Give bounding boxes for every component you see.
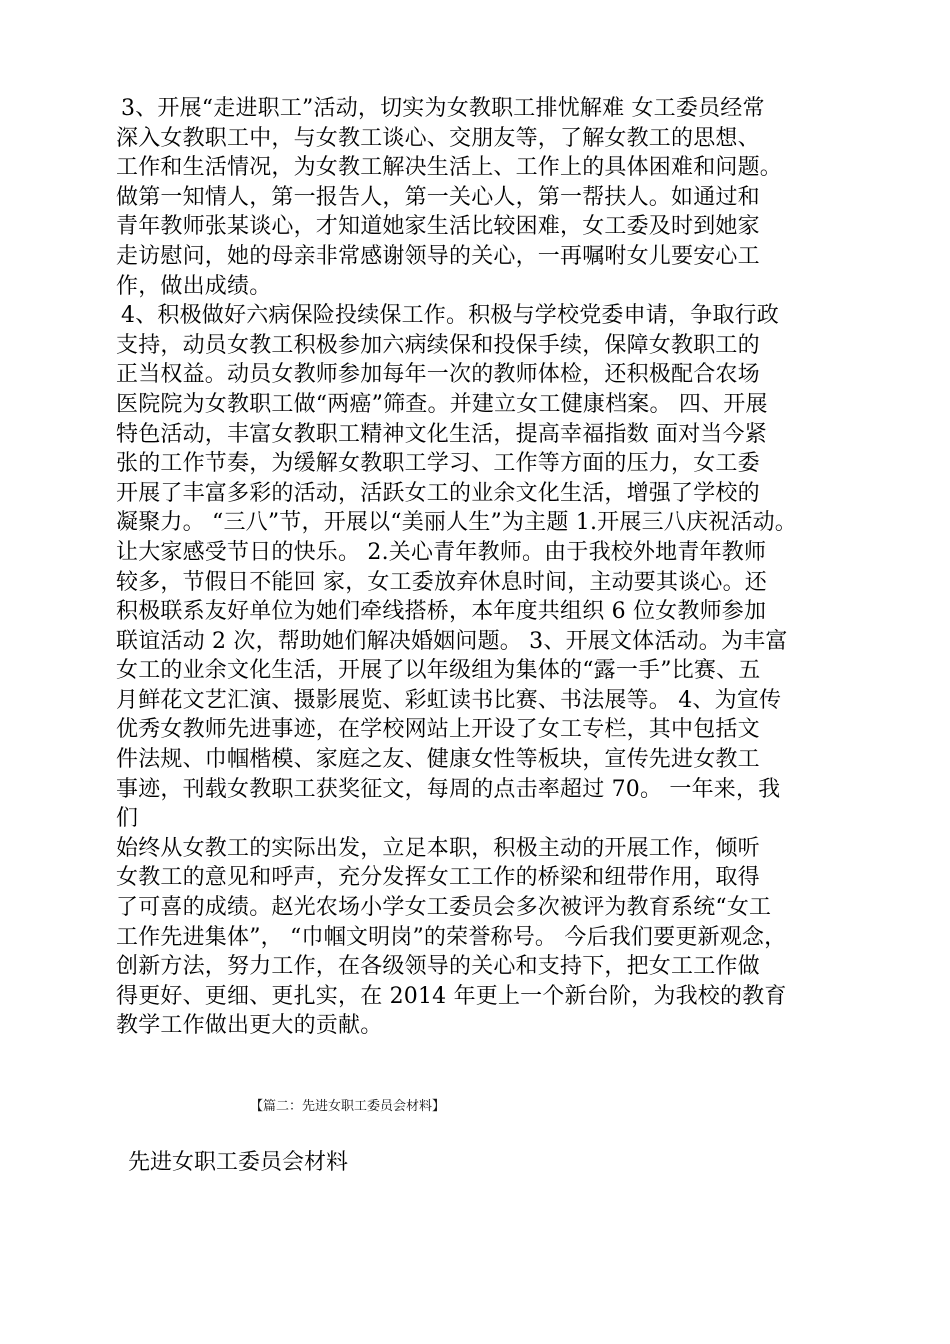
text-line: 4、积极做好六病保险投续保工作。积极与学校党委申请，争取行政	[121, 303, 779, 329]
text-line: 女工的业余文化生活，开展了以年级组为集体的“露一手”比赛、五	[116, 658, 761, 684]
text-line: 月鲜花文艺汇演、摄影展览、彩虹读书比赛、书法展等。 4、为宣传	[116, 687, 782, 713]
text-line: 联谊活动 2 次，帮助她们解决婚姻问题。 3、开展文体活动。为丰富	[116, 628, 788, 654]
text-line: 得更好、更细、更扎实，在 2014 年更上一个新台阶，为我校的教育	[116, 983, 787, 1009]
text-line: 优秀女教师先进事迹，在学校网站上开设了女工专栏，其中包括文	[116, 717, 760, 743]
text-line: 走访慰问，她的母亲非常感谢领导的关心，一再嘱咐女儿要安心工	[116, 243, 760, 269]
text-line: 积极联系友好单位为她们牵线搭桥，本年度共组织 6 位女教师参加	[116, 599, 767, 625]
text-line: 作，做出成绩。	[116, 273, 272, 299]
text-line: 工作和生活情况，为女教工解决生活上、工作上的具体困难和问题。	[116, 155, 783, 181]
text-line: 3、开展“走进职工”活动，切实为女教职工排忧解难 女工委员经常	[121, 96, 765, 121]
text-line: 支持，动员女教工积极参加六病续保和投保手续，保障女教职工的	[116, 332, 760, 358]
text-line: 较多，节假日不能回 家，女工委放弃休息时间，主动要其谈心。还	[116, 569, 767, 595]
text-line: 创新方法，努力工作，在各级领导的关心和支持下，把女工工作做	[116, 954, 760, 980]
text-line: 开展了丰富多彩的活动，活跃女工的业余文化生活，增强了学校的	[116, 480, 760, 506]
text-line: 女教工的意见和呼声，充分发挥女工工作的桥梁和纽带作用，取得	[116, 865, 760, 891]
text-line: 青年教师张某谈心，才知道她家生活比较困难，女工委及时到她家	[116, 214, 760, 240]
section-caption: 【篇二：先进女职工委员会材料】	[250, 1099, 446, 1114]
body-text	[116, 94, 876, 1041]
text-line: 特色活动，丰富女教职工精神文化生活，提高幸福指数 面对当今紧	[116, 421, 767, 447]
text-line: 凝聚力。 “三八”节，开展以“美丽人生”为主题 1.开展三八庆祝活动。	[116, 510, 797, 536]
text-line: 张的工作节奏，为缓解女教职工学习、工作等方面的压力，女工委	[116, 451, 760, 477]
text-line: 件法规、巾帼楷模、家庭之友、健康女性等板块，宣传先进女教工	[116, 747, 760, 773]
text-line: 让大家感受节日的快乐。 2.关心青年教师。由于我校外地青年教师	[116, 539, 767, 565]
section-title: 先进女职工委员会材料	[128, 1150, 349, 1175]
text-line: 做第一知情人，第一报告人，第一关心人，第一帮扶人。如通过和	[116, 184, 760, 210]
text-line: 工作先进集体”， “巾帼文明岗”的荣誉称号。 今后我们要更新观念，	[116, 924, 787, 950]
text-line: 医院院为女教职工做“两癌”筛查。并建立女工健康档案。 四、开展	[116, 391, 768, 417]
text-line: 深入女教职工中，与女教工谈心、交朋友等，了解女教工的思想、	[116, 125, 760, 151]
text-line: 了可喜的成绩。赵光农场小学女工委员会多次被评为教育系统“女工	[116, 895, 772, 921]
text-line: 们	[116, 806, 139, 832]
text-line: 事迹，刊载女教职工获奖征文，每周的点击率超过 70。 一年来，我	[116, 776, 781, 802]
text-line: 正当权益。动员女教师参加每年一次的教师体检，还积极配合农场	[116, 362, 760, 388]
text-line: 教学工作做出更大的贡献。	[116, 1013, 383, 1039]
text-line: 始终从女教工的实际出发，立足本职，积极主动的开展工作，倾听	[116, 835, 760, 861]
